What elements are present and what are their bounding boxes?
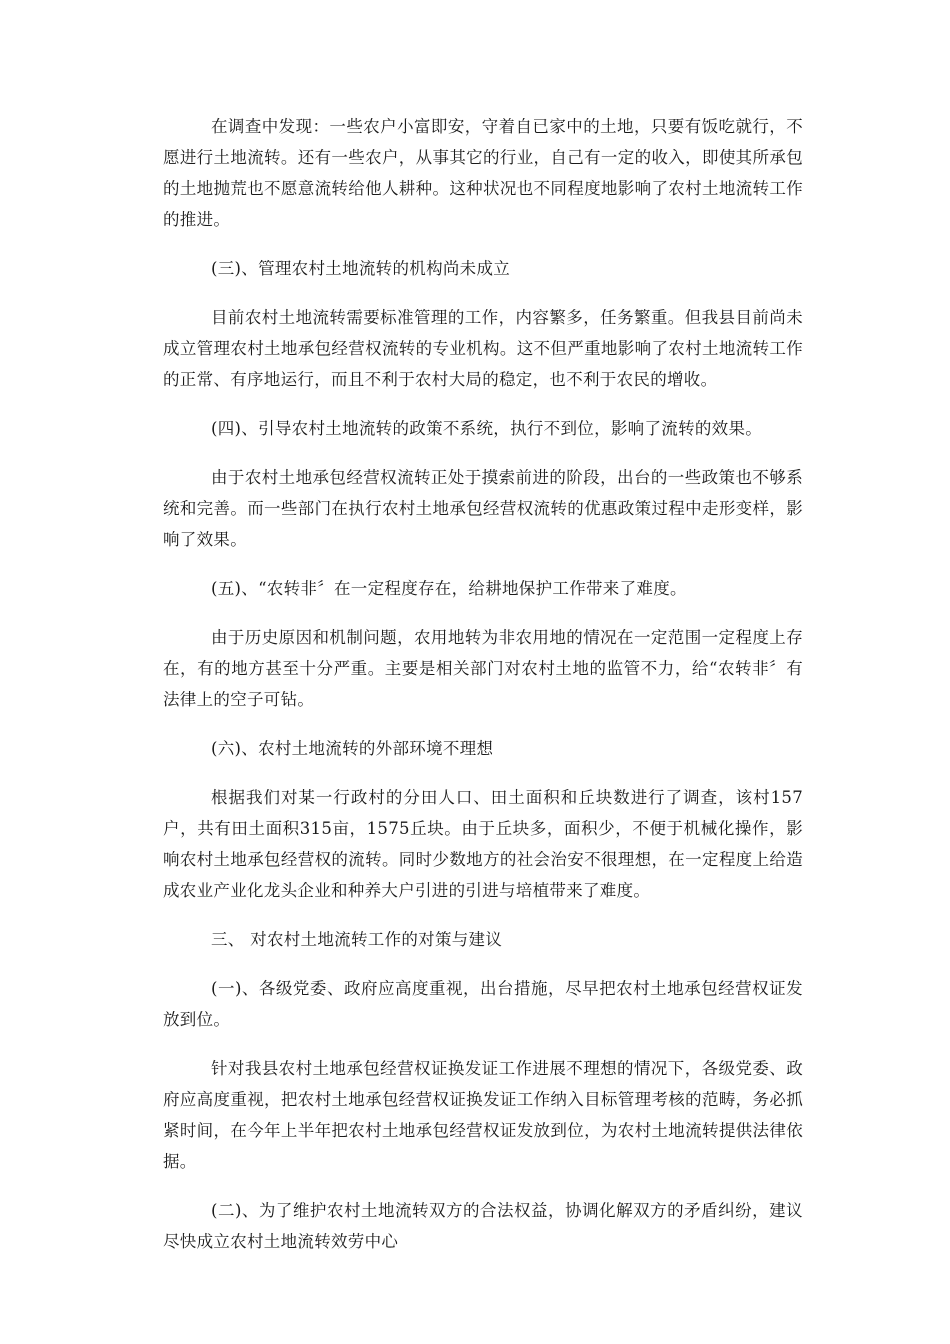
document-body: [163, 111, 803, 1275]
section-heading-3: (三)、管理农村土地流转的机构尚未成立: [211, 259, 511, 278]
section-heading-5: (五)、“农转非〞在一定程度存在，给耕地保护工作带来了难度。: [211, 579, 687, 598]
paragraph-management-body: 目前农村土地流转需要标准管理的工作，内容繁多，任务繁重。但我县目前尚未成立管理农村土地承包经营权流转的专业机构。这不但严重地影响了农村土地流转工作的正常、有序地运行，而且不利于农村大局的稳定，也不利于农民的增收。: [163, 308, 803, 389]
paragraph-survey-findings: 在调查中发现：一些农户小富即安，守着自已家中的土地，只要有饭吃就行，不愿进行土地流转。还有一些农户，从事其它的行业，自己有一定的收入，即使其所承包的土地抛荒也不愿意流转给他人耕种。这种状况也不同程度地影响了农村土地流转工作的推进。: [163, 117, 803, 229]
chapter-heading-3: 三、 对农村土地流转工作的对策与建议: [211, 930, 503, 949]
paragraph-external-environment: 根据我们对某一行政村的分田人口、田土面积和丘块数进行了调查，该村157户，共有田土面积315亩，1575丘块。由于丘块多，面积少，不便于机械化操作，影响农村土地承包经营权的流转。同时少数地方的社会治安不很理想，在一定程度上给造成农业产业化龙头企业和种养大户引进的引进与培植带来了难度。: [163, 788, 803, 900]
paragraph-land-conversion: 由于历史原因和机制问题，农用地转为非农用地的情况在一定范围一定程度上存在，有的地方甚至十分严重。主要是相关部门对农村土地的监管不力，给“农转非〞有法律上的空子可钻。: [163, 628, 803, 709]
paragraph-certificate-issuance: 针对我县农村土地承包经营权证换发证工作进展不理想的情况下，各级党委、政府应高度重视，把农村土地承包经营权证换发证工作纳入目标管理考核的范畴，务必抓紧时间，在今年上半年把农村土地承包经营权证发放到位，为农村土地流转提供法律依据。: [163, 1059, 803, 1171]
paragraph-recommendation-2: (二)、为了维护农村土地流转双方的合法权益，协调化解双方的矛盾纠纷，建议尽快成立农村土地流转效劳中心: [163, 1201, 803, 1251]
paragraph-recommendation-1: (一)、各级党委、政府应高度重视，出台措施，尽早把农村土地承包经营权证发放到位。: [163, 979, 803, 1029]
section-heading-6: (六)、农村土地流转的外部环境不理想: [211, 739, 494, 758]
paragraph-policy: 由于农村土地承包经营权流转正处于摸索前进的阶段，出台的一些政策也不够系统和完善。而一些部门在执行农村土地承包经营权流转的优惠政策过程中走形变样，影响了效果。: [163, 468, 803, 549]
section-heading-4: (四)、引导农村土地流转的政策不系统，执行不到位，影响了流转的效果。: [211, 419, 763, 438]
